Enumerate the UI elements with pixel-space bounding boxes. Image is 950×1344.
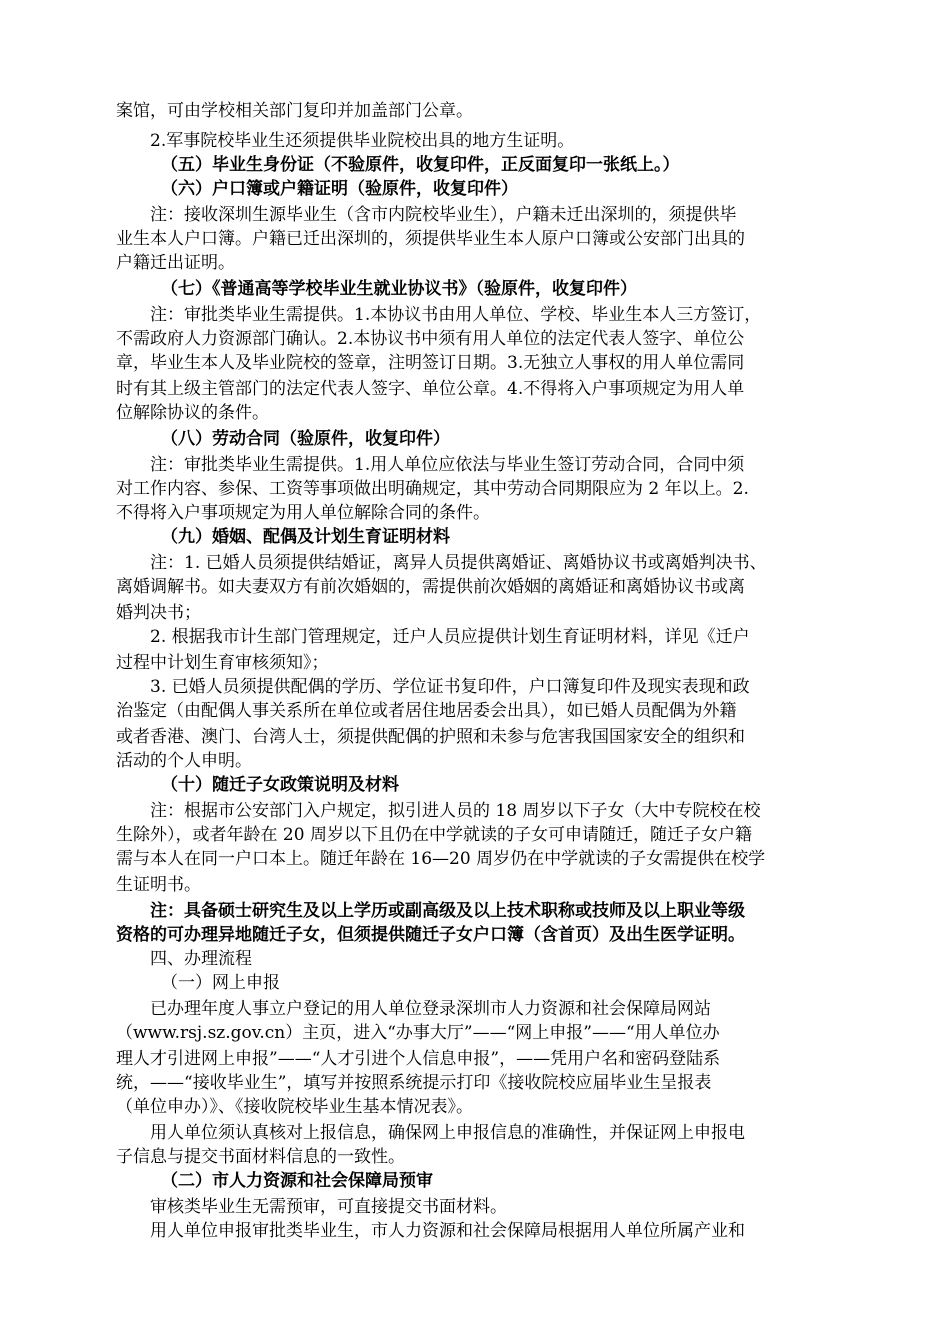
text-line: 活动的个人申明。 [116,751,252,771]
text-line: 2.军事院校毕业生还须提供毕业院校出具的地方生证明。 [150,131,575,151]
text-line: 生证明书。 [116,875,201,895]
text-line: 需与本人在同一户口本上。随迁年龄在 16—20 周岁仍在中学就读的子女需提供在校学 [116,849,766,869]
section-heading: （七）《普通高等学校毕业生就业协议书》（验原件，收复印件） [161,279,637,299]
section-heading: （九）婚姻、配偶及计划生育证明材料 [161,527,450,547]
text-line: 用人单位须认真核对上报信息，确保网上申报信息的准确性，并保证网上申报电 [150,1123,745,1143]
text-line: 统，——“接收毕业生”，填写并按照系统提示打印《接收院校应届毕业生呈报表 [116,1073,712,1093]
text-line: （单位申办）》、《接收院校毕业生基本情况表》。 [116,1097,473,1117]
section-heading: （十）随迁子女政策说明及材料 [161,775,399,795]
text-line: 治鉴定（由配偶人事关系所在单位或者居住地居委会出具），如已婚人员配偶为外籍 [116,701,737,721]
text-line: 2. 根据我市计生部门管理规定，迁户人员应提供计划生育证明材料，详见《迁户 [150,627,750,647]
text-line: 注：审批类毕业生需提供。1.用人单位应依法与毕业生签订劳动合同，合同中须 [150,455,745,475]
text-line: 或者香港、澳门、台湾人士，须提供配偶的护照和未参与危害我国国家安全的组织和 [116,727,745,747]
text-line: 案馆，可由学校相关部门复印并加盖部门公章。 [116,101,473,121]
text-line: 离婚调解书。如夫妻双方有前次婚姻的，需提供前次婚姻的离婚证和离婚协议书或离 [116,577,745,597]
text-line: 理人才引进网上申报”——“人才引进个人信息申报”，——凭用户名和密码登陆系 [116,1049,721,1069]
text-line: 不得将入户事项规定为用人单位解除合同的条件。 [116,503,490,523]
text-line: 注：接收深圳生源毕业生（含市内院校毕业生），户籍未迁出深圳的，须提供毕 [150,205,737,225]
section-heading: （二）市人力资源和社会保障局预审 [161,1171,433,1191]
text-line: 对工作内容、参保、工资等事项做出明确规定，其中劳动合同期限应为 2 年以上。2. [116,479,749,499]
text-line: 章，毕业生本人及毕业院校的签章，注明签订日期。3.无独立人事权的用人单位需同 [116,353,745,373]
text-line: （www.rsj.sz.gov.cn）主页，进入“办事大厅”——“网上申报”——“用人单位办 [116,1023,720,1043]
text-line: 时有其上级主管部门的法定代表人签字、单位公章。4.不得将入户事项规定为用人单 [116,379,745,399]
text-line: 注：1. 已婚人员须提供结婚证，离异人员提供离婚证、离婚协议书或离婚判决书、 [150,553,767,573]
text-line: 户籍迁出证明。 [116,253,235,273]
text-line: 不需政府人力资源部门确认。2.本协议书中须有用人单位的法定代表人签字、单位公 [116,329,745,349]
text-line: 业生本人户口簿。户籍已迁出深圳的，须提供毕业生本人原户口簿或公安部门出具的 [116,229,745,249]
text-line: 子信息与提交书面材料信息的一致性。 [116,1147,405,1167]
text-line: 审核类毕业生无需预审，可直接提交书面材料。 [150,1197,507,1217]
text-line: 婚判决书； [116,603,201,623]
bold-note: 资格的可办理异地随迁子女，但须提供随迁子女户口簿（含首页）及出生医学证明。 [116,925,745,945]
section-heading: （八）劳动合同（验原件，收复印件） [161,429,450,449]
text-line: 注：审批类毕业生需提供。1.本协议书由用人单位、学校、毕业生本人三方签订， [150,305,762,325]
text-line: 用人单位申报审批类毕业生，市人力资源和社会保障局根据用人单位所属产业和 [150,1221,745,1241]
text-line: 已办理年度人事立户登记的用人单位登录深圳市人力资源和社会保障局网站 [150,999,711,1019]
text-line: 位解除协议的条件。 [116,403,269,423]
text-line: 3. 已婚人员须提供配偶的学历、学位证书复印件，户口簿复印件及现实表现和政 [150,677,750,697]
section-heading: （五）毕业生身份证（不验原件，收复印件，正反面复印一张纸上。） [161,155,680,175]
section-heading: （一）网上申报 [161,973,280,993]
bold-note: 注：具备硕士研究生及以上学历或副高级及以上技术职称或技师及以上职业等级 [150,901,745,921]
section-heading: （六）户口簿或户籍证明（验原件，收复印件） [161,179,518,199]
text-line: 过程中计划生育审核须知》； [116,653,329,673]
text-line: 生除外），或者年龄在 20 周岁以下且仍在中学就读的子女可申请随迁，随迁子女户籍 [116,825,752,845]
text-line: 注：根据市公安部门入户规定，拟引进人员的 18 周岁以下子女（大中专院校在校 [150,801,761,821]
section-heading: 四、办理流程 [150,949,252,969]
